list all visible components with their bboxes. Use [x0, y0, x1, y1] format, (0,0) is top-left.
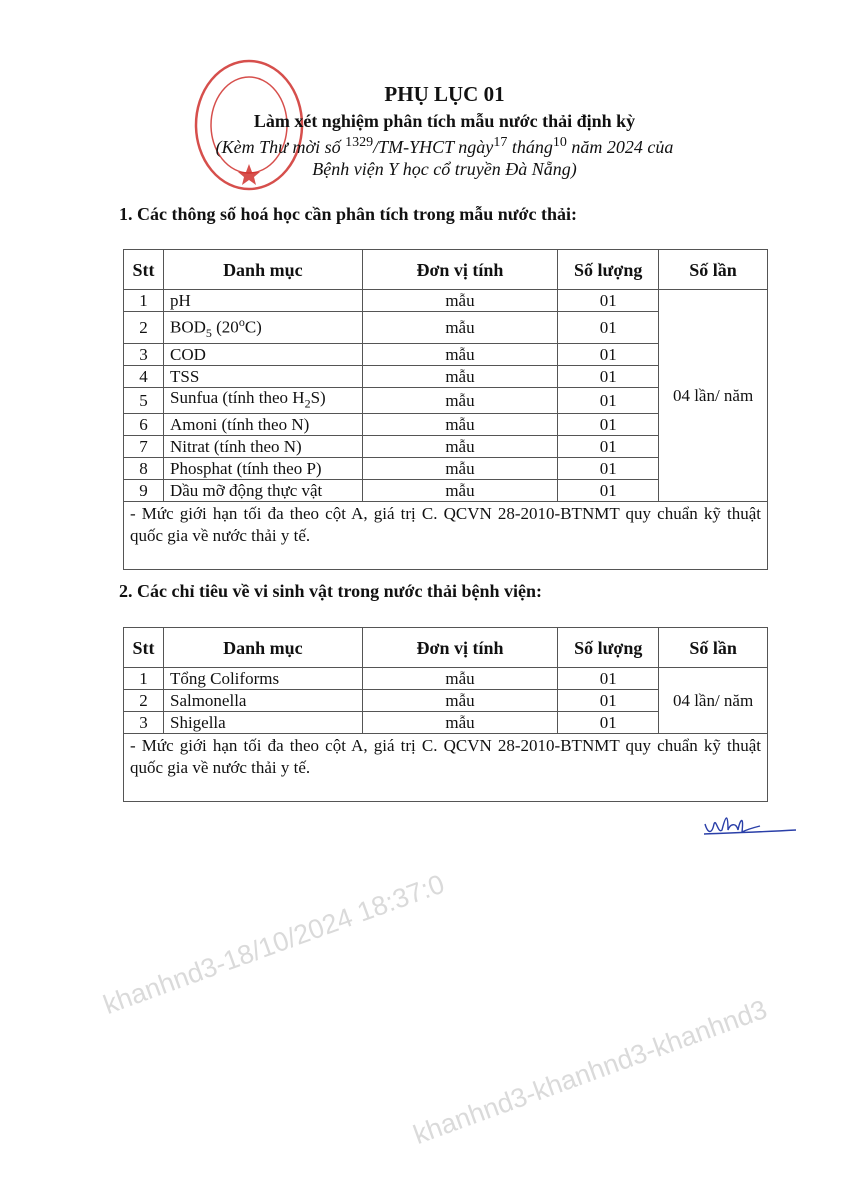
row-stt: 3	[124, 344, 164, 366]
col-header: Danh mục	[163, 628, 362, 668]
row-stt: 1	[124, 668, 164, 690]
row-name	[163, 690, 362, 712]
row-name-part: Tổng Coliforms	[169, 668, 280, 688]
row-stt: 8	[124, 458, 164, 480]
row-name-part: Shigella	[169, 712, 226, 732]
note-row	[124, 502, 768, 570]
row-name-part: S)	[310, 388, 326, 408]
section1-heading: 1. Các thông số hoá học cần phân tích trong mẫu nước thải:	[119, 204, 577, 224]
row-quantity: 01	[558, 344, 659, 366]
col-header: Đơn vị tính	[362, 628, 558, 668]
row-name-part: 5	[205, 326, 212, 341]
row-name	[163, 712, 362, 734]
table-row	[124, 668, 768, 690]
row-name	[163, 388, 362, 414]
row-name-part: pH	[169, 290, 191, 310]
col-header: Danh mục	[163, 250, 362, 290]
table-header-row	[124, 628, 768, 668]
row-frequency: 04 lần/ năm	[659, 290, 768, 502]
row-stt: 9	[124, 480, 164, 502]
row-name	[163, 344, 362, 366]
row-unit: mẫu	[362, 414, 558, 436]
row-unit: mẫu	[362, 712, 558, 734]
col-header: Số lượng	[558, 628, 659, 668]
row-name-part: (20	[211, 317, 239, 337]
month-label: tháng	[511, 137, 553, 157]
table-note: - Mức giới hạn tối đa theo cột A, giá trị C. QCVN 28-2010-BTNMT quy chuẩn kỹ thuật quốc gia về nước thải y tế.	[124, 734, 768, 802]
row-unit: mẫu	[362, 458, 558, 480]
row-unit: mẫu	[362, 344, 558, 366]
col-header: Stt	[124, 628, 164, 668]
row-unit: mẫu	[362, 668, 558, 690]
row-quantity: 01	[558, 712, 659, 734]
row-name	[163, 668, 362, 690]
row-stt: 7	[124, 436, 164, 458]
row-name-part: Nitrat (tính theo N)	[169, 436, 302, 456]
row-quantity: 01	[558, 480, 659, 502]
page-subtitle: Làm xét nghiệm phân tích mẫu nước thải định kỳ	[253, 111, 636, 131]
row-stt: 2	[124, 690, 164, 712]
row-quantity: 01	[558, 436, 659, 458]
row-frequency: 04 lần/ năm	[659, 668, 768, 734]
row-unit: mẫu	[362, 388, 558, 414]
watermark: khanhnd3-khanhnd3-khanhnd3	[409, 994, 771, 1151]
row-stt: 4	[124, 366, 164, 388]
row-quantity: 01	[558, 290, 659, 312]
row-name-part: Dầu mỡ động thực vật	[169, 480, 323, 500]
col-header: Số lần	[659, 250, 768, 290]
row-name-part: Phosphat (tính theo P)	[169, 458, 322, 478]
row-quantity: 01	[558, 388, 659, 414]
row-name-part: Amoni (tính theo N)	[169, 414, 310, 434]
row-quantity: 01	[558, 458, 659, 480]
reference-line-2: Bệnh viện Y học cổ truyền Đà Nẵng)	[312, 159, 577, 179]
page-title: PHỤ LỤC 01	[384, 82, 505, 106]
row-stt: 3	[124, 712, 164, 734]
row-name-part: 2	[304, 396, 311, 411]
ref-prefix: (Kèm Thư mời số	[215, 137, 341, 157]
col-header: Số lượng	[558, 250, 659, 290]
row-name-part: COD	[169, 344, 206, 364]
watermark: khanhnd3-18/10/2024 18:37:0	[99, 868, 449, 1021]
row-name-part: BOD	[169, 317, 206, 337]
row-stt: 5	[124, 388, 164, 414]
row-unit: mẫu	[362, 690, 558, 712]
row-quantity: 01	[558, 366, 659, 388]
row-name	[163, 366, 362, 388]
row-unit: mẫu	[362, 312, 558, 344]
row-unit: mẫu	[362, 480, 558, 502]
reference-line	[0, 135, 849, 158]
col-header: Số lần	[659, 628, 768, 668]
row-quantity: 01	[558, 414, 659, 436]
col-header: Stt	[124, 250, 164, 290]
row-name-part: o	[238, 315, 245, 329]
row-name-part: Salmonella	[169, 690, 247, 710]
signature	[700, 810, 800, 840]
row-unit: mẫu	[362, 436, 558, 458]
table-note: - Mức giới hạn tối đa theo cột A, giá trị C. QCVN 28-2010-BTNMT quy chuẩn kỹ thuật quốc gia về nước thải y tế.	[124, 502, 768, 570]
ref-day: 17	[493, 135, 508, 150]
microbiological-table	[123, 627, 768, 802]
row-name	[163, 480, 362, 502]
row-name-part: Sunfua (tính theo H	[169, 388, 305, 408]
row-unit: mẫu	[362, 290, 558, 312]
row-quantity: 01	[558, 312, 659, 344]
ref-code: /TM-YHCT ngày	[373, 137, 494, 157]
section2-heading: 2. Các chỉ tiêu về vi sinh vật trong nước thải bệnh viện:	[119, 581, 542, 601]
row-name	[163, 414, 362, 436]
row-stt: 6	[124, 414, 164, 436]
ref-month: 10	[552, 135, 567, 150]
table-header-row	[124, 250, 768, 290]
chemical-parameters-table	[123, 249, 768, 570]
row-stt: 1	[124, 290, 164, 312]
row-unit: mẫu	[362, 366, 558, 388]
row-name-part: C)	[244, 317, 262, 337]
row-stt: 2	[124, 312, 164, 344]
row-name	[163, 312, 362, 344]
row-quantity: 01	[558, 668, 659, 690]
row-name	[163, 290, 362, 312]
ref-year: năm 2024 của	[571, 137, 674, 157]
row-name-part: TSS	[169, 366, 200, 386]
col-header: Đơn vị tính	[362, 250, 558, 290]
row-quantity: 01	[558, 690, 659, 712]
row-name	[163, 458, 362, 480]
ref-number: 1329	[345, 135, 374, 150]
row-name	[163, 436, 362, 458]
table-row	[124, 290, 768, 312]
note-row	[124, 734, 768, 802]
